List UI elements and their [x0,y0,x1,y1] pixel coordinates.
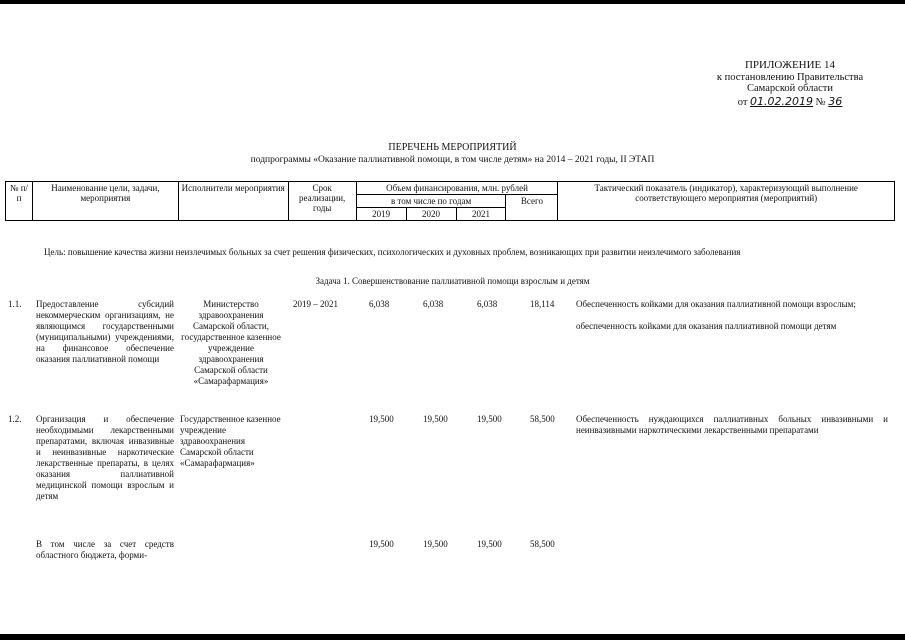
from-label: от [737,97,748,108]
row-value-2021: 19,500 [477,414,502,424]
row-value-2019: 19,500 [369,414,394,424]
page-subtitle: подпрограммы «Оказание паллиативной помощи, в том числе детям» на 2014 – 2021 годы, II ЭТАП [250,155,655,165]
header-2021: 2021 [456,208,506,221]
number-label: № [815,97,826,108]
row-value-2020: 19,500 [423,414,448,424]
row-term: 2019 – 2021 [293,299,338,309]
scan-bottom-border [0,634,905,640]
row-executor: Министерство здравоохранения Самарской области, государственное казенное учреждение здравоохранения Самарской области «Самарафармация» [181,299,281,386]
row-value-2021: 19,500 [477,539,502,549]
row-value-2019: 6,038 [369,299,390,309]
page-title: ПЕРЕЧЕНЬ МЕРОПРИЯТИЙ [388,142,517,153]
row-total: 58,500 [530,539,555,549]
header-funding: Объем финансирования, млн. рублей [356,182,558,195]
row-name: В том числе за счет средств областного бюджета, форми- [36,539,174,560]
header-name: Наименование цели, задачи, мероприятия [32,182,178,221]
row-name: Предоставление субсидий некоммерческим организациям, не являющимся государственными (муниципальными) учреждениями, на финансовое обеспечение оказания паллиативной помощи [36,299,174,364]
header-term: Срок реализации, годы [288,182,356,221]
header-executors: Исполнители мероприятия [178,182,288,221]
header-num: № п/п [6,182,33,221]
row-value-2020: 19,500 [423,539,448,549]
row-total: 18,114 [530,299,555,309]
appendix-block [700,60,880,108]
row-value-2019: 19,500 [369,539,394,549]
header-total: Всего [506,195,558,221]
row-indicator: Обеспеченность койками для оказания паллиативной помощи взрослым; [576,299,856,309]
table-header [5,181,895,221]
row-indicator: Обеспеченность нуждающихся паллиативных больных инвазивными и неинвазивными наркотическими лекарственными препаратами [576,414,888,435]
header-indicator: Тактический показатель (индикатор), характеризующий выполнение соответствующего мероприятия (мероприятий) [558,182,895,221]
row-indicator-second: обеспеченность койками для оказания паллиативной помощи детям [576,321,837,331]
scan-top-border [0,0,905,4]
row-value-2021: 6,038 [477,299,498,309]
decree-number: 36 [828,95,843,108]
row-value-2020: 6,038 [423,299,444,309]
row-executor: Государственное казенное учреждение здравоохранения Самарской области «Самарафармация» [180,414,281,468]
task-heading: Задача 1. Совершенствование паллиативной помощи взрослым и детям [315,276,590,286]
appendix-line1: к постановлению Правительства [716,72,864,83]
appendix-line2: Самарской области [747,83,833,94]
row-number: 1.1. [8,299,22,309]
decree-date: 01.02.2019 [750,95,814,108]
row-number: 1.2. [8,414,22,424]
row-total: 58,500 [530,414,555,424]
header-2019: 2019 [356,208,406,221]
row-name: Организация и обеспечение необходимыми лекарственными препаратами, включая инвазивные и неинвазивные наркотические лекарственные препараты, в целях оказания паллиативной медицинской помощи взрослым и детям [36,414,174,501]
goal-text: Цель: повышение качества жизни неизлечимых больных за счет решения физических, психологических и духовных проблем, возникающих при развитии неизлечимого заболевания [44,247,741,257]
appendix-title: ПРИЛОЖЕНИЕ 14 [744,59,836,71]
header-2020: 2020 [406,208,456,221]
appendix-date-line [700,96,880,108]
header-incl-years: в том числе по годам [356,195,506,208]
